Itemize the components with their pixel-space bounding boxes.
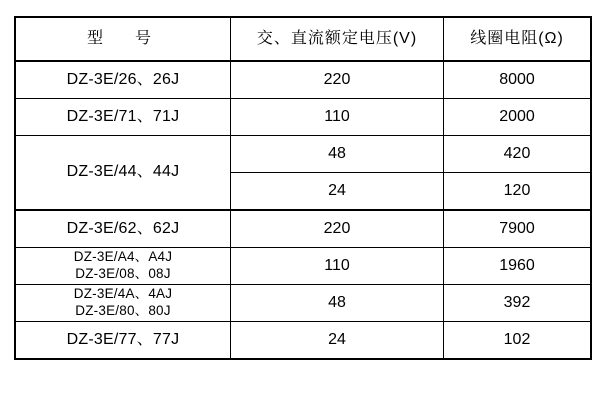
cell-model: DZ-3E/44、44J [15,136,231,211]
cell-voltage: 110 [231,99,444,136]
cell-model: DZ-3E/71、71J [15,99,231,136]
table-row [15,285,591,322]
cell-model-line-1: DZ-3E/A4、A4J [73,249,173,265]
cell-model [15,248,231,285]
cell-voltage: 220 [231,61,444,99]
cell-model-line-2: DZ-3E/80、80J [75,303,171,318]
cell-resistance: 120 [444,173,592,211]
cell-model: DZ-3E/26、26J [15,61,231,99]
header-model: 型 号 [15,17,231,61]
table-row [15,99,591,136]
table-row [15,136,591,173]
cell-resistance: 102 [444,322,592,360]
spec-table-container [14,16,586,360]
table-row [15,210,591,248]
cell-voltage: 24 [231,173,444,211]
header-resistance: 线圈电阻(Ω) [444,17,592,61]
cell-resistance: 420 [444,136,592,173]
cell-model: DZ-3E/77、77J [15,322,231,360]
cell-voltage: 24 [231,322,444,360]
cell-model: DZ-3E/62、62J [15,210,231,248]
cell-resistance: 7900 [444,210,592,248]
cell-model-line-2: DZ-3E/08、08J [75,266,171,281]
header-voltage: 交、直流额定电压(V) [231,17,444,61]
cell-resistance: 1960 [444,248,592,285]
cell-voltage: 48 [231,285,444,322]
cell-resistance: 8000 [444,61,592,99]
cell-voltage: 48 [231,136,444,173]
relay-spec-table [14,16,592,360]
cell-voltage: 220 [231,210,444,248]
cell-model [15,285,231,322]
cell-model-line-1: DZ-3E/4A、4AJ [73,286,173,302]
cell-resistance: 2000 [444,99,592,136]
table-row [15,322,591,360]
table-row [15,248,591,285]
table-header-row [15,17,591,61]
cell-resistance: 392 [444,285,592,322]
table-row [15,61,591,99]
cell-voltage: 110 [231,248,444,285]
